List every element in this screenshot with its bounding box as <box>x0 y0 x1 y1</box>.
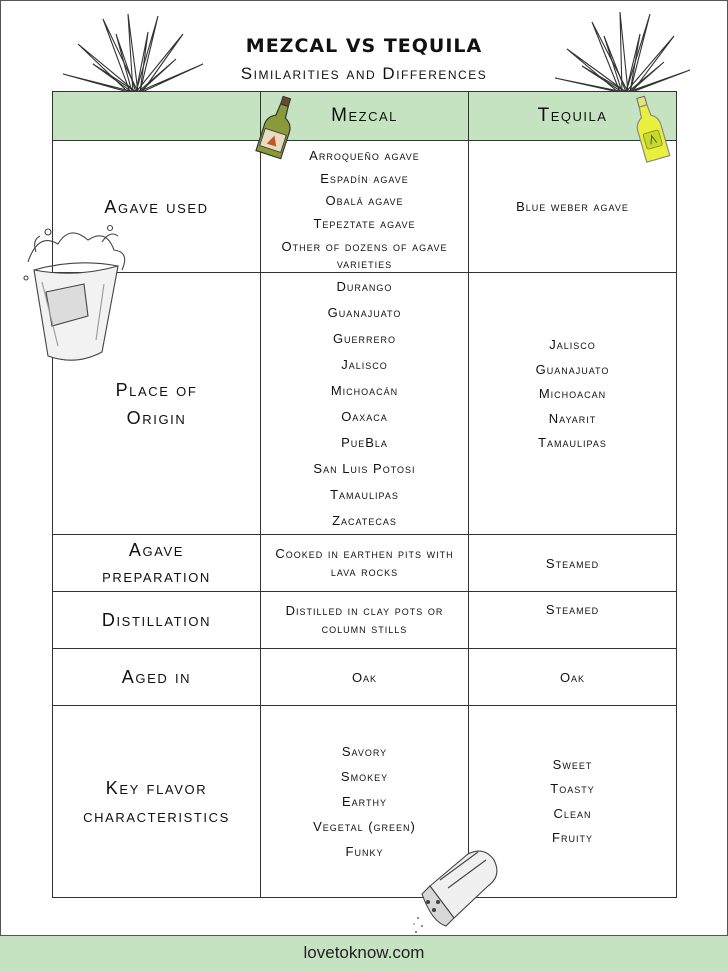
tequila-cell <box>469 649 677 706</box>
list-item: Espadín agave <box>320 170 409 186</box>
row-label: Aged in <box>53 649 261 706</box>
list-item: Sweet <box>552 756 593 772</box>
mezcal-cell <box>261 273 469 535</box>
list-item: Durango <box>336 278 393 294</box>
list-item: Oak <box>351 669 378 685</box>
mezcal-cell <box>261 535 469 592</box>
mezcal-cell <box>261 592 469 649</box>
list-item: Tamaulipas <box>538 435 607 450</box>
list-item: Earthy <box>341 794 387 809</box>
list-item: Michoacan <box>538 386 607 401</box>
table-row <box>53 141 677 273</box>
list-item: Steamed <box>545 602 600 617</box>
tequila-cell <box>469 592 677 649</box>
list-item: Guanajuato <box>327 304 402 320</box>
table-row <box>53 592 677 649</box>
list-item: Nayarit <box>548 410 597 426</box>
salt-shaker-icon <box>408 846 504 942</box>
list-item: Savory <box>341 744 388 759</box>
list-item: Clean <box>553 805 592 821</box>
list-item: Vegetal (green) <box>313 819 416 834</box>
list-item: Distilled in clay pots or column stills <box>285 603 444 636</box>
list-item: San Luis Potosi <box>313 460 416 476</box>
footer-brand: lovetoknow.com <box>0 935 728 972</box>
row-label: Key flavor characteristics <box>53 706 261 898</box>
mezcal-bottle-icon <box>254 94 300 162</box>
table-row <box>53 535 677 592</box>
list-item: Guerrero <box>332 330 397 346</box>
list-item: Guanajuato <box>535 361 610 377</box>
list-item: Oaxaca <box>341 408 388 424</box>
row-label: Agave used <box>53 141 261 273</box>
list-item: Smokey <box>340 769 389 784</box>
table-row <box>53 273 677 535</box>
list-item: Michoacán <box>330 382 399 398</box>
list-item: Funky <box>345 844 384 859</box>
list-item: Oak <box>559 669 586 685</box>
tequila-cell <box>469 273 677 535</box>
tequila-cell <box>469 535 677 592</box>
row-label: Place of Origin <box>53 273 261 535</box>
header-cell-blank <box>53 92 261 141</box>
row-label: Distillation <box>53 592 261 649</box>
list-item: Other of dozens of agave varieties <box>281 239 448 271</box>
mezcal-cell <box>261 649 469 706</box>
table-row <box>53 706 677 898</box>
list-item: Cooked in earthen pits with lava rocks <box>275 546 454 579</box>
tequila-bottle-icon <box>628 94 672 166</box>
list-item: Tamaulipas <box>330 486 399 502</box>
table-row <box>53 649 677 706</box>
list-item: Jalisco <box>341 356 388 372</box>
row-label: Agave preparation <box>53 535 261 592</box>
list-item: PueBla <box>341 434 388 450</box>
list-item: Arroqueño agave <box>309 148 420 163</box>
list-item: Jalisco <box>549 337 596 352</box>
list-item: Tepeztate agave <box>313 215 416 231</box>
page-subtitle: Similarities and Differences <box>240 64 488 83</box>
header-cell-tequila: Tequila <box>469 92 677 141</box>
comparison-table <box>52 91 677 898</box>
header-cell-mezcal: Mezcal <box>261 92 469 141</box>
list-item: Zacatecas <box>332 512 397 528</box>
page-title: MEZCAL VS TEQUILA <box>245 35 483 57</box>
list-item: Obalá agave <box>325 193 404 208</box>
splashing-glass-icon <box>18 222 138 370</box>
list-item: Blue weber agave <box>516 199 629 214</box>
list-item: Fruity <box>552 830 593 845</box>
list-item: Toasty <box>550 781 595 796</box>
list-item: Steamed <box>545 555 600 571</box>
table-header-row <box>53 92 677 141</box>
